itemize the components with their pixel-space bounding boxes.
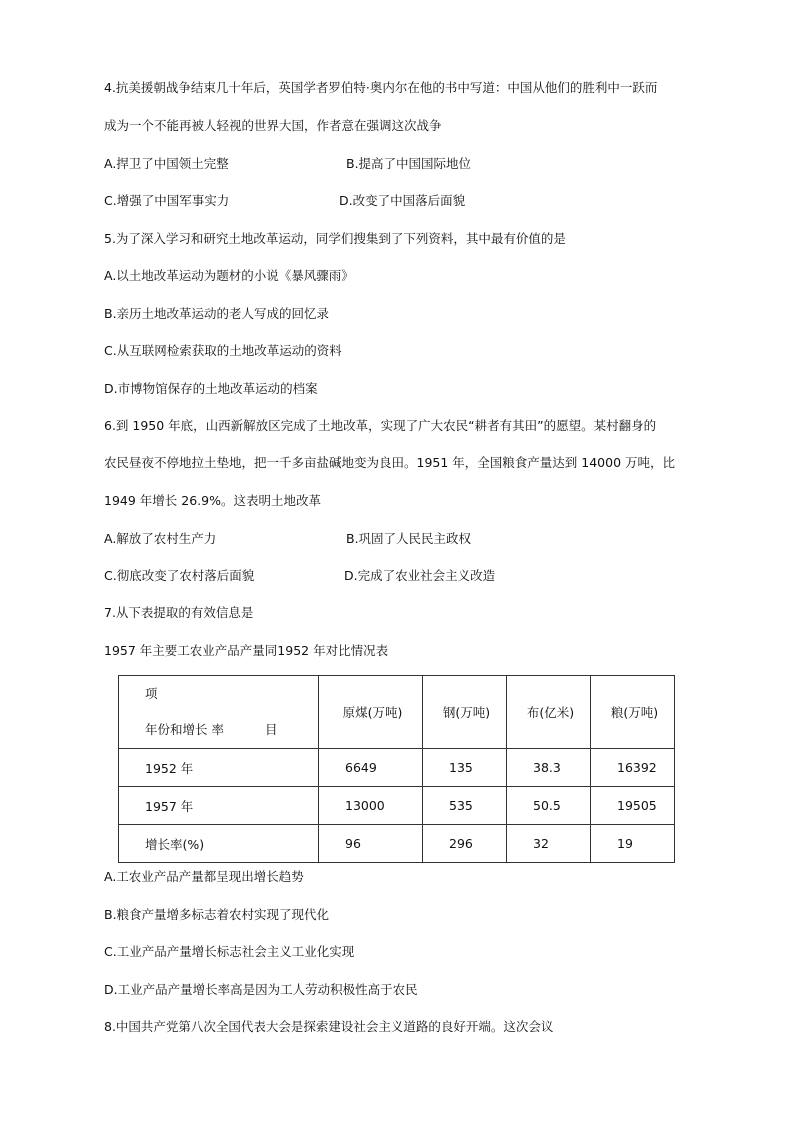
table-cell: 32 — [507, 825, 591, 863]
corner-top-label: 项 — [145, 686, 158, 701]
table-corner-cell — [119, 676, 319, 749]
q8-stem: 8.中国共产党第八次全国代表大会是探索建设社会主义道路的良好开端。这次会议 — [104, 1019, 554, 1034]
q6-option-b: B.巩固了人民民主政权 — [346, 531, 472, 546]
table-row — [119, 787, 675, 825]
q7-option-a: A.工农业产品产量都呈现出增长趋势 — [104, 869, 304, 884]
table-cell: 6649 — [319, 749, 423, 787]
q6-option-a: A.解放了农村生产力 — [104, 531, 217, 546]
table-cell: 296 — [423, 825, 507, 863]
q7-stem: 7.从下表提取的有效信息是 — [104, 605, 254, 620]
table-cell: 19505 — [591, 787, 675, 825]
table-cell: 19 — [591, 825, 675, 863]
q6-stem-line2: 农民昼夜不停地拉土垫地，把一千多亩盐碱地变为良田。1951 年，全国粮食产量达到 14000 万吨，比 — [104, 455, 675, 470]
column-header-steel: 钢(万吨) — [423, 676, 507, 749]
table-cell: 50.5 — [507, 787, 591, 825]
table-row — [119, 749, 675, 787]
row-label: 1952 年 — [119, 749, 319, 787]
q5-option-a: A.以土地改革运动为题材的小说《暴风骤雨》 — [104, 268, 354, 283]
q5-option-b: B.亲历土地改革运动的老人写成的回忆录 — [104, 306, 330, 321]
q6-stem-line1: 6.到 1950 年底，山西新解放区完成了土地改革，实现了广大农民“耕者有其田”的愿望。某村翻身的 — [104, 418, 657, 433]
corner-bottom-label: 年份和增长 率 — [145, 722, 224, 737]
column-header-cloth: 布(亿米) — [507, 676, 591, 749]
table-row — [119, 825, 675, 863]
q5-option-c: C.从互联网检索获取的土地改革运动的资料 — [104, 343, 342, 358]
q4-option-b: B.提高了中国国际地位 — [346, 156, 472, 171]
table-cell: 38.3 — [507, 749, 591, 787]
q4-stem-line2: 成为一个不能再被人轻视的世界大国，作者意在强调这次战争 — [104, 118, 442, 133]
q6-option-c: C.彻底改变了农村落后面貌 — [104, 568, 255, 583]
table-cell: 535 — [423, 787, 507, 825]
row-label: 增长率(%) — [119, 825, 319, 863]
column-header-coal: 原煤(万吨) — [319, 676, 423, 749]
table-cell: 135 — [423, 749, 507, 787]
q4-stem-line1: 4.抗美援朝战争结束几十年后，英国学者罗伯特·奥内尔在他的书中写道：中国从他们的胜利中一跃而 — [104, 80, 658, 95]
table-cell: 13000 — [319, 787, 423, 825]
q7-option-b: B.粮食产量增多标志着农村实现了现代化 — [104, 907, 330, 922]
q5-stem: 5.为了深入学习和研究土地改革运动，同学们搜集到了下列资料，其中最有价值的是 — [104, 231, 566, 246]
q6-option-d: D.完成了农业社会主义改造 — [344, 568, 496, 583]
q7-option-d: D.工业产品产量增长率高是因为工人劳动积极性高于农民 — [104, 982, 418, 997]
table-cell: 96 — [319, 825, 423, 863]
q7-table-title: 1957 年主要工农业产品产量同1952 年对比情况表 — [104, 643, 389, 658]
q7-option-c: C.工业产品产量增长标志社会主义工业化实现 — [104, 944, 355, 959]
q4-option-a: A.捍卫了中国领土完整 — [104, 156, 229, 171]
q4-option-d: D.改变了中国落后面貌 — [339, 193, 466, 208]
table-cell: 16392 — [591, 749, 675, 787]
q5-option-d: D.市博物馆保存的土地改革运动的档案 — [104, 381, 318, 396]
comparison-table — [118, 675, 675, 863]
table-header-row — [119, 676, 675, 749]
row-label: 1957 年 — [119, 787, 319, 825]
corner-mu-label: 目 — [265, 722, 278, 737]
q6-stem-line3: 1949 年增长 26.9%。这表明土地改革 — [104, 493, 321, 508]
q4-option-c: C.增强了中国军事实力 — [104, 193, 230, 208]
column-header-grain: 粮(万吨) — [591, 676, 675, 749]
